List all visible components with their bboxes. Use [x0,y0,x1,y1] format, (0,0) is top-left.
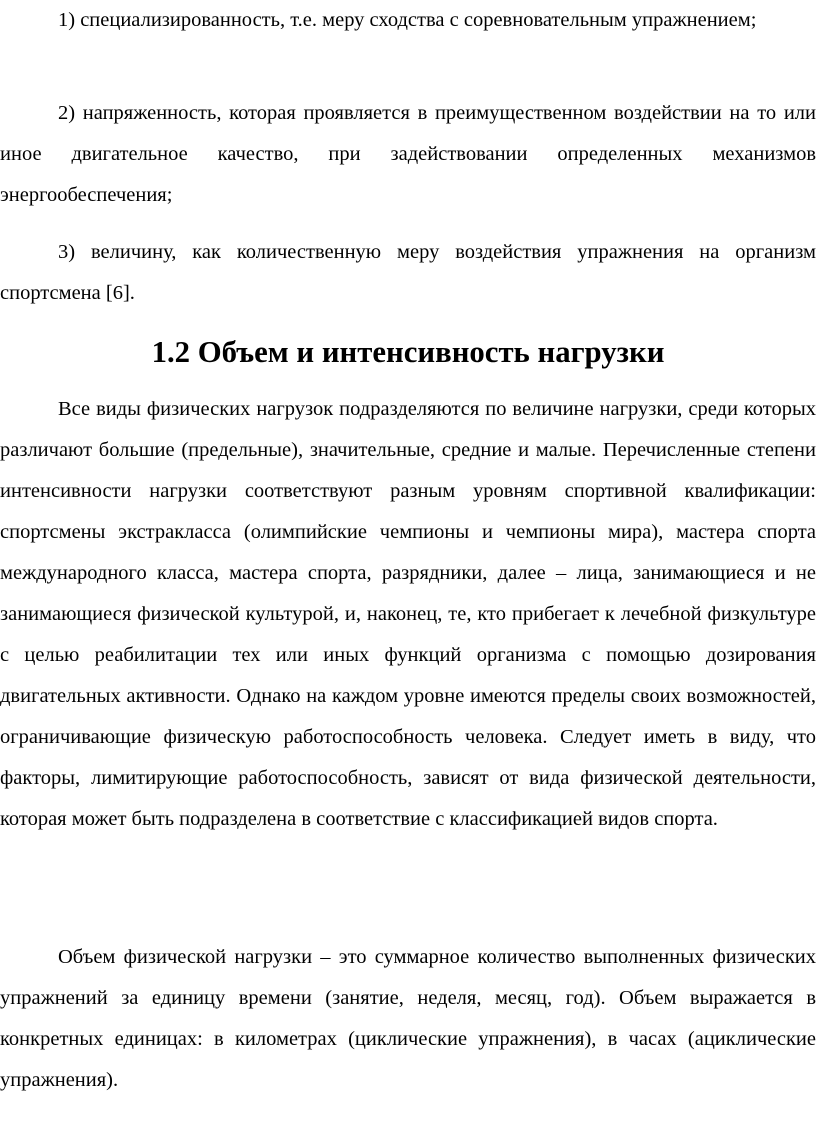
list-item-2 [0,93,816,216]
list-item-1-text: 1) специализированность, т.е. меру сходства с соревновательным упражнением; [58,9,757,31]
list-item-3-text: 3) величину, как количественную меру воздействия упражнения на организм спортсмена [6]. [0,241,816,304]
paragraph-2-text: Объем физической нагрузки – это суммарное количество выполненных физических упражнений за единицу времени (занятие, неделя, месяц, год). Объем выражается в конкретных единицах: в километрах (циклические упражнения), в часах (ациклические упражнения). [0,946,816,1091]
section-heading: 1.2 Объем и интенсивность нагрузки [151,335,665,369]
paragraph-1 [0,389,816,840]
list-item-3 [0,232,816,314]
paragraph-1-text: Все виды физических нагрузок подразделяются по величине нагрузки, среди которых различают большие (предельные), значительные, средние и малые. Перечисленные степени интенсивности нагрузки соответствуют разным уровням спортивной квалификации: спортсмены экстракласса (олимпийские чемпионы и чемпионы мира), мастера спорта международного класса, мастера спорта, разрядники, далее – лица, занимающиеся и не занимающиеся физической культурой, и, наконец, те, кто прибегает к лечебной физкультуре с целью реабилитации тех или иных функций организма с помощью дозирования двигательных активности. Однако на каждом уровне имеются пределы своих возможностей, ограничивающие физическую работоспособность человека. Следует иметь в виду, что факторы, лимитирующие работоспособность, зависят от вида физической деятельности, которая может быть подразделена в соответствие с классификацией видов спорта. [0,398,816,830]
paragraph-2 [0,937,816,1101]
list-item-2-text: 2) напряженность, которая проявляется в преимущественном воздействии на то или иное двигательное качество, при задействовании определенных механизмов энергообеспечения; [0,102,816,206]
list-item-1 [0,0,816,41]
